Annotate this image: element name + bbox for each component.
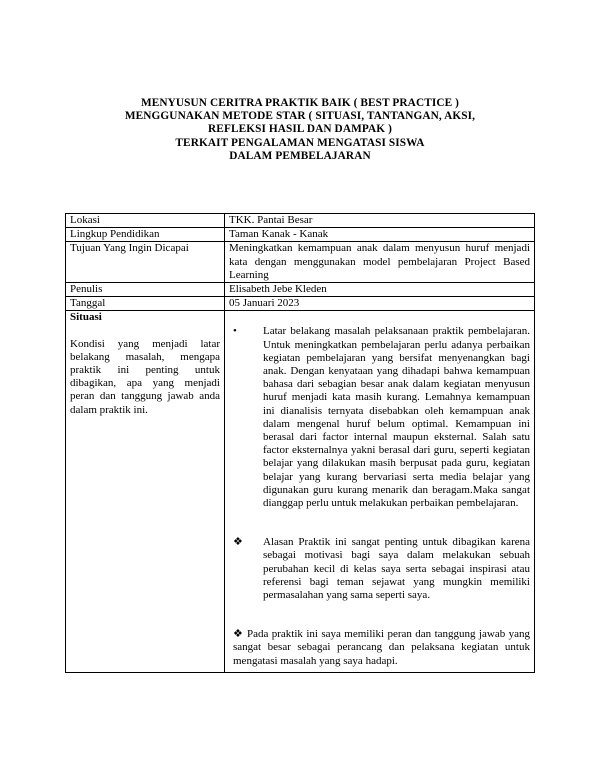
label-penulis: Penulis bbox=[66, 283, 225, 297]
title-line-2: MENGGUNAKAN METODE STAR ( SITUASI, TANTANGAN, AKSI, bbox=[124, 110, 476, 123]
row-situasi bbox=[66, 311, 535, 672]
diamond-bullet-icon: ❖ bbox=[233, 536, 243, 549]
row-tanggal bbox=[66, 297, 535, 311]
diamond-bullet-icon: ❖ bbox=[233, 628, 244, 641]
value-penulis: Elisabeth Jebe Kleden bbox=[225, 283, 535, 297]
bullet-icon: • bbox=[233, 325, 237, 338]
value-lingkup: Taman Kanak - Kanak bbox=[225, 228, 535, 242]
situasi-heading: Situasi bbox=[70, 311, 102, 324]
title-line-1: MENYUSUN CERITRA PRAKTIK BAIK ( BEST PRACTICE ) bbox=[140, 97, 460, 109]
value-tujuan: Meningkatkan kemampuan anak dalam menyusun huruf menjadi kata dengan menggunakan model pembelajaran Project Based Learning bbox=[225, 242, 535, 283]
info-table bbox=[65, 213, 535, 673]
situasi-block-1 bbox=[229, 325, 530, 510]
situasi-right-cell bbox=[225, 311, 535, 672]
value-tanggal: 05 Januari 2023 bbox=[225, 297, 535, 311]
label-tanggal: Tanggal bbox=[66, 297, 225, 311]
row-tujuan bbox=[66, 242, 535, 283]
label-tujuan: Tujuan Yang Ingin Dicapai bbox=[66, 242, 225, 283]
value-lokasi: TKK. Pantai Besar bbox=[225, 214, 535, 228]
row-penulis bbox=[66, 283, 535, 297]
label-lokasi: Lokasi bbox=[66, 214, 225, 228]
situasi-paragraph-1: Latar belakang masalah pelaksanaan praktik pembelajaran. Untuk meningkatkan pembelajaran perlu adanya perbaikan kegiatan pembelajaran yang bersifat menyenangkan bagi anak. Dengan kenyataan yang dihadapi bahwa kemampuan bahasa dari sebagian besar anak dalam kegiatan menyusun huruf menjadi kata masih kurang. Lemahnya kemampuan ini dianalisis ternyata disebabkan oleh kemampuan anak dalam mengenal huruf belum optimal. Kemampuan ini berasal dari factor internal maupun eksternal. Salah satu factor eksternalnya yakni berasal dari guru, seperti kegiatan belajar yang dilakukan masih berpusat pada guru, kegiatan belajar yang kurang bervariasi serta media belajar yang digunakan guru kurang menarik dan beragam.Maka sangat dianggap perlu untuk melakukan perbaikan pembelajaran. bbox=[263, 325, 530, 510]
situasi-paragraph-3: Pada praktik ini saya memiliki peran dan tanggung jawab yang sangat besar sebagai perancang dan pelaksana kegiatan untuk mengatasi masalah yang saya hadapi. bbox=[233, 628, 530, 667]
document-title bbox=[0, 97, 600, 163]
situasi-block-3 bbox=[229, 628, 530, 668]
row-lingkup bbox=[66, 228, 535, 242]
title-line-3: REFLEKSI HASIL DAN DAMPAK ) bbox=[208, 123, 392, 136]
row-lokasi bbox=[66, 214, 535, 228]
title-line-5: DALAM PEMBELAJARAN bbox=[229, 149, 371, 162]
situasi-paragraph-2: Alasan Praktik ini sangat penting untuk dibagikan karena sebagai motivasi bagi saya dalam melakukan sebuah perubahan kecil di kelas saya serta sebagai inspirasi atau referensi bagi teman sejawat yang mungkin memiliki permasalahan yang sama seperti saya. bbox=[263, 536, 530, 602]
situasi-left-cell bbox=[66, 311, 225, 672]
label-lingkup: Lingkup Pendidikan bbox=[66, 228, 225, 242]
title-line-4: TERKAIT PENGALAMAN MENGATASI SISWA bbox=[175, 136, 425, 149]
situasi-block-2 bbox=[229, 536, 530, 602]
situasi-description: Kondisi yang menjadi latar belakang masalah, mengapa praktik ini penting untuk dibagikan, apa yang menjadi peran dan tanggung jawab anda dalam praktik ini. bbox=[70, 337, 220, 416]
